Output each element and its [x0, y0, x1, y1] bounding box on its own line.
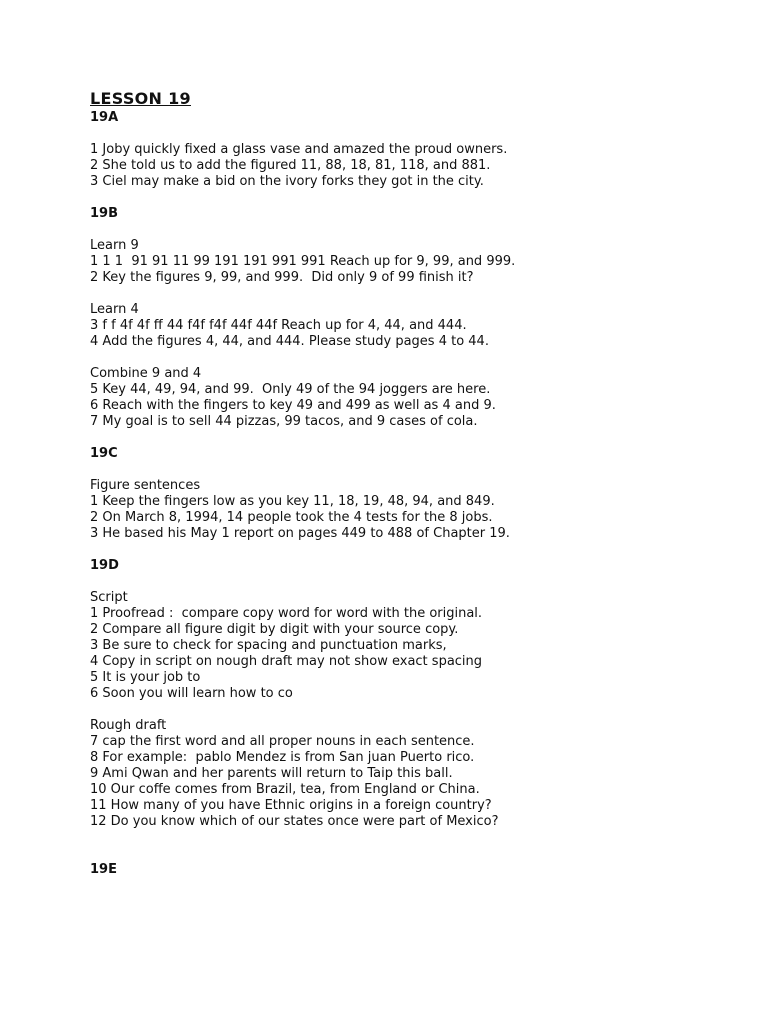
spacer: [90, 222, 730, 238]
drill-line: 7 cap the first word and all proper nouns in each sentence.: [90, 734, 475, 749]
spacer: [90, 542, 730, 558]
spacer: [90, 702, 730, 718]
drill-line: 9 Ami Qwan and her parents will return to Taip this ball.: [90, 766, 453, 781]
drill-line: 2 Compare all figure digit by digit with your source copy.: [90, 622, 459, 637]
spacer: [90, 126, 730, 142]
spacer: [90, 574, 730, 590]
drill-line: 1 1 1 91 91 11 99 191 191 991 991 Reach up for 9, 99, and 999.: [90, 254, 516, 269]
drill-line: 3 Ciel may make a bid on the ivory forks they got in the city.: [90, 174, 484, 189]
drill-line: 2 Key the figures 9, 99, and 999. Did only 9 of 99 finish it?: [90, 270, 474, 285]
subheading-combine: Combine 9 and 4: [90, 366, 202, 381]
drill-line: 2 She told us to add the figured 11, 88, 18, 81, 118, and 881.: [90, 158, 491, 173]
drill-line: 4 Copy in script on nough draft may not show exact spacing: [90, 654, 483, 669]
spacer: [90, 430, 730, 446]
drill-line: 1 Joby quickly fixed a glass vase and amazed the proud owners.: [90, 142, 508, 157]
drill-line: 6 Soon you will learn how to co: [90, 686, 293, 701]
document-page: [90, 88, 730, 878]
subheading-learn-9: Learn 9: [90, 238, 139, 253]
drill-line: 1 Proofread : compare copy word for word with the original.: [90, 606, 483, 621]
drill-line: 5 It is your job to: [90, 670, 201, 685]
drill-line: 3 f f 4f 4f ff 44 f4f f4f 44f 44f Reach up for 4, 44, and 444.: [90, 318, 467, 333]
drill-line: 8 For example: pablo Mendez is from San juan Puerto rico.: [90, 750, 475, 765]
drill-line: 3 Be sure to check for spacing and punctuation marks,: [90, 638, 447, 653]
drill-line: 7 My goal is to sell 44 pizzas, 99 tacos, and 9 cases of cola.: [90, 414, 478, 429]
subheading-learn-4: Learn 4: [90, 302, 139, 317]
spacer: [90, 190, 730, 206]
drill-line: 12 Do you know which of our states once were part of Mexico?: [90, 814, 499, 829]
spacer: [90, 462, 730, 478]
spacer: [90, 286, 730, 302]
drill-line: 11 How many of you have Ethnic origins in a foreign country?: [90, 798, 492, 813]
drill-line: 3 He based his May 1 report on pages 449 to 488 of Chapter 19.: [90, 526, 510, 541]
section-heading-19d: 19D: [90, 558, 119, 573]
section-heading-19e: 19E: [90, 862, 117, 877]
lesson-title: LESSON 19: [90, 89, 191, 108]
drill-line: 2 On March 8, 1994, 14 people took the 4 tests for the 8 jobs.: [90, 510, 493, 525]
drill-line: 1 Keep the fingers low as you key 11, 18, 19, 48, 94, and 849.: [90, 494, 495, 509]
subheading-rough-draft: Rough draft: [90, 718, 167, 733]
drill-line: 10 Our coffe comes from Brazil, tea, from England or China.: [90, 782, 480, 797]
subheading-figure-sentences: Figure sentences: [90, 478, 201, 493]
section-heading-19a: 19A: [90, 110, 119, 125]
drill-line: 5 Key 44, 49, 94, and 99. Only 49 of the 94 joggers are here.: [90, 382, 491, 397]
spacer: [90, 830, 730, 862]
section-heading-19c: 19C: [90, 446, 118, 461]
subheading-script: Script: [90, 590, 128, 605]
section-heading-19b: 19B: [90, 206, 118, 221]
spacer: [90, 350, 730, 366]
drill-line: 4 Add the figures 4, 44, and 444. Please study pages 4 to 44.: [90, 334, 489, 349]
drill-line: 6 Reach with the fingers to key 49 and 499 as well as 4 and 9.: [90, 398, 496, 413]
